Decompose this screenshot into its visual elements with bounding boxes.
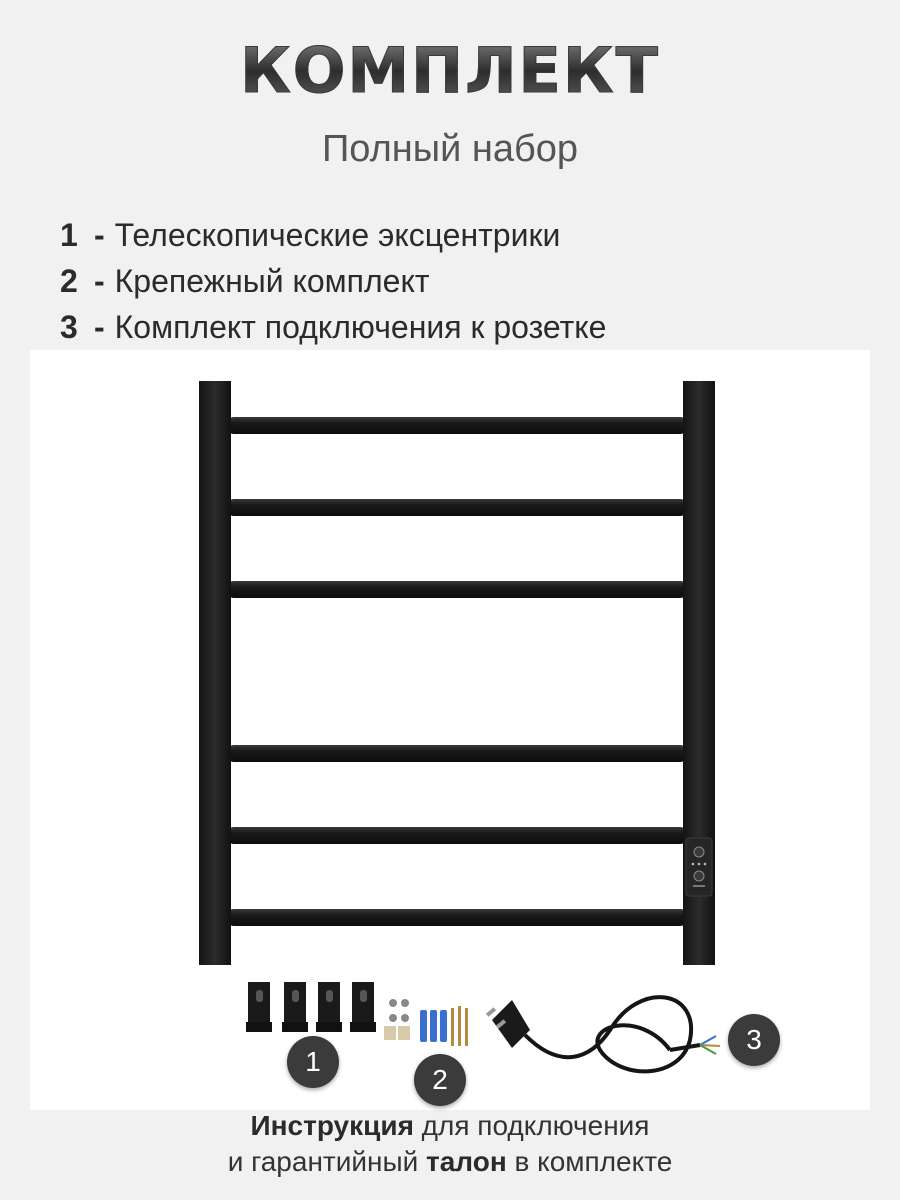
item-text: Телескопические эксцентрики	[114, 216, 561, 253]
item-badge-3: 3	[728, 1014, 780, 1066]
item-number: 3	[60, 308, 78, 345]
rail-rung	[226, 581, 688, 598]
page-title: КОМПЛЕКТ	[0, 40, 900, 102]
item-dash: -	[94, 262, 105, 299]
rail-rung	[226, 745, 688, 762]
page-subtitle: Полный набор	[321, 128, 579, 170]
footnote-text: и гарантийный	[227, 1146, 427, 1177]
footnote	[0, 1108, 900, 1180]
footnote-text: для подключения	[413, 1110, 650, 1141]
rail-rung	[226, 909, 688, 926]
rail-post-left	[199, 381, 231, 965]
power-button-icon	[694, 847, 704, 857]
mode-button-icon	[694, 871, 704, 881]
item-badge-1: 1	[287, 1036, 339, 1088]
footnote-bold-instruction: Инструкция	[250, 1110, 414, 1141]
control-panel	[686, 838, 712, 896]
footnote-text: в комплекте	[506, 1146, 673, 1177]
item-dash: -	[94, 216, 105, 253]
power-cable	[486, 997, 720, 1071]
item-number: 1	[60, 216, 78, 253]
footnote-line-1	[0, 1108, 900, 1144]
item-text: Крепежный комплект	[114, 262, 430, 299]
mounting-fasteners	[384, 999, 468, 1046]
item-dash: -	[94, 308, 105, 345]
rail-rung	[226, 499, 688, 516]
item-badge-2: 2	[414, 1054, 466, 1106]
rail-rung	[226, 417, 688, 434]
item-text: Комплект подключения к розетке	[114, 308, 607, 345]
towel-rail-rungs	[226, 417, 688, 926]
eccentric-brackets	[246, 982, 376, 1032]
item-number: 2	[60, 262, 78, 299]
rail-rung	[226, 827, 688, 844]
footnote-line-2	[0, 1144, 900, 1180]
footnote-bold-warranty: талон	[426, 1146, 507, 1177]
